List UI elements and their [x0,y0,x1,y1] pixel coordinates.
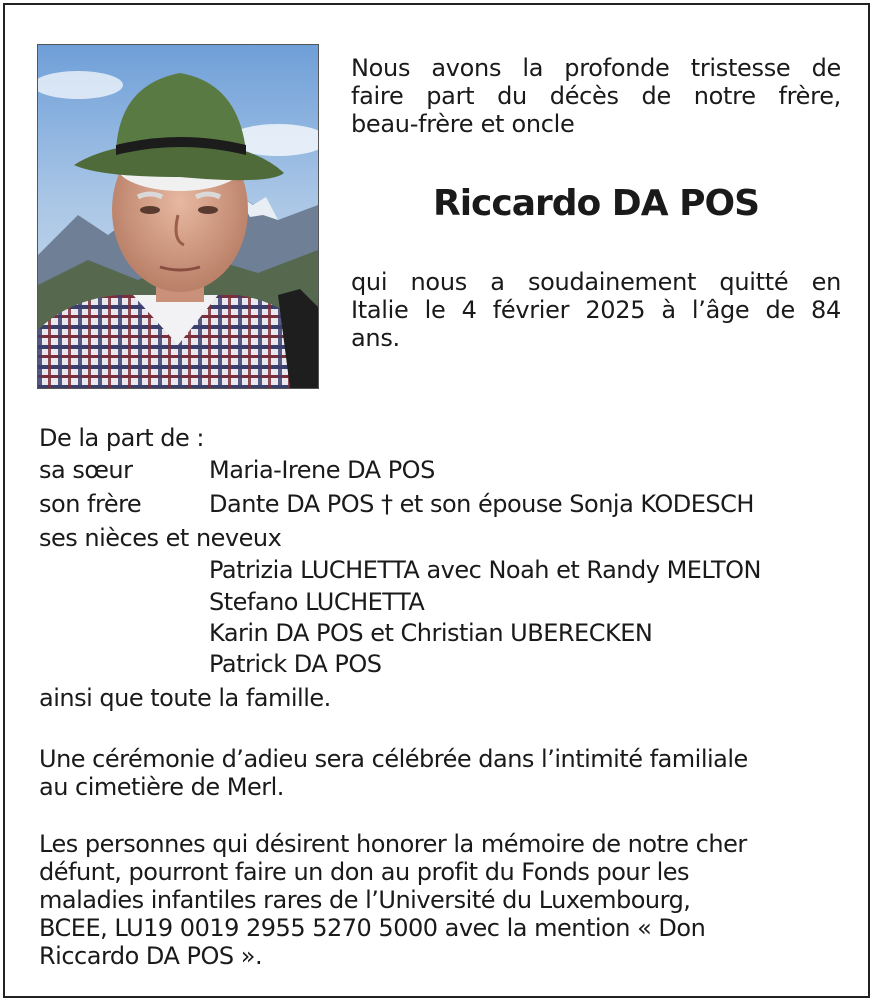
donation-line: BCEE, LU19 0019 2955 5270 5000 avec la mention « Don [39,914,706,942]
portrait-illustration [38,45,318,388]
relation-names: Dante DA POS † et son épouse Sonja KODESCH [209,490,754,518]
niece-nephew-entry: Patrick DA POS [209,650,382,678]
relation-label: sa sœur [39,456,133,484]
passing-line: ans. [351,324,400,352]
niece-nephew-entry: Patrizia LUCHETTA avec Noah et Randy MELTON [209,556,762,584]
donation-line: Riccardo DA POS ». [39,942,263,970]
donation-line: maladies infantiles rares de l’Université du Luxembourg, [39,886,691,914]
ceremony-line: Une cérémonie d’adieu sera célébrée dans l’intimité familiale [39,745,748,773]
relation-label: son frère [39,490,142,518]
passing-line: Italie le 4 février 2025 à l’âge de 84 [351,296,841,324]
intro-line: beau-frère et oncle [351,110,575,138]
passing-notice [351,268,841,352]
nieces-label: ses nièces et neveux [39,524,282,552]
donation-line: défunt, pourront faire un don au profit du Fonds pour les [39,858,690,886]
obituary-card [3,3,870,998]
intro-line: faire part du décès de notre frère, [351,82,841,110]
portrait-photo [37,44,319,389]
passing-line: qui nous a soudainement quitté en [351,268,841,296]
intro-line: Nous avons la profonde tristesse de [351,54,841,82]
ceremony-notice [39,745,748,801]
ceremony-line: au cimetière de Merl. [39,773,284,801]
donation-notice [39,830,747,970]
announcement-intro [351,54,841,138]
family-closing: ainsi que toute la famille. [39,684,331,712]
relation-names: Maria-Irene DA POS [209,456,435,484]
donation-line: Les personnes qui désirent honorer la mémoire de notre cher [39,830,747,858]
deceased-name: Riccardo DA POS [432,183,759,224]
family-heading: De la part de : [39,424,204,452]
niece-nephew-entry: Stefano LUCHETTA [209,588,425,616]
niece-nephew-entry: Karin DA POS et Christian UBERECKEN [209,619,653,647]
